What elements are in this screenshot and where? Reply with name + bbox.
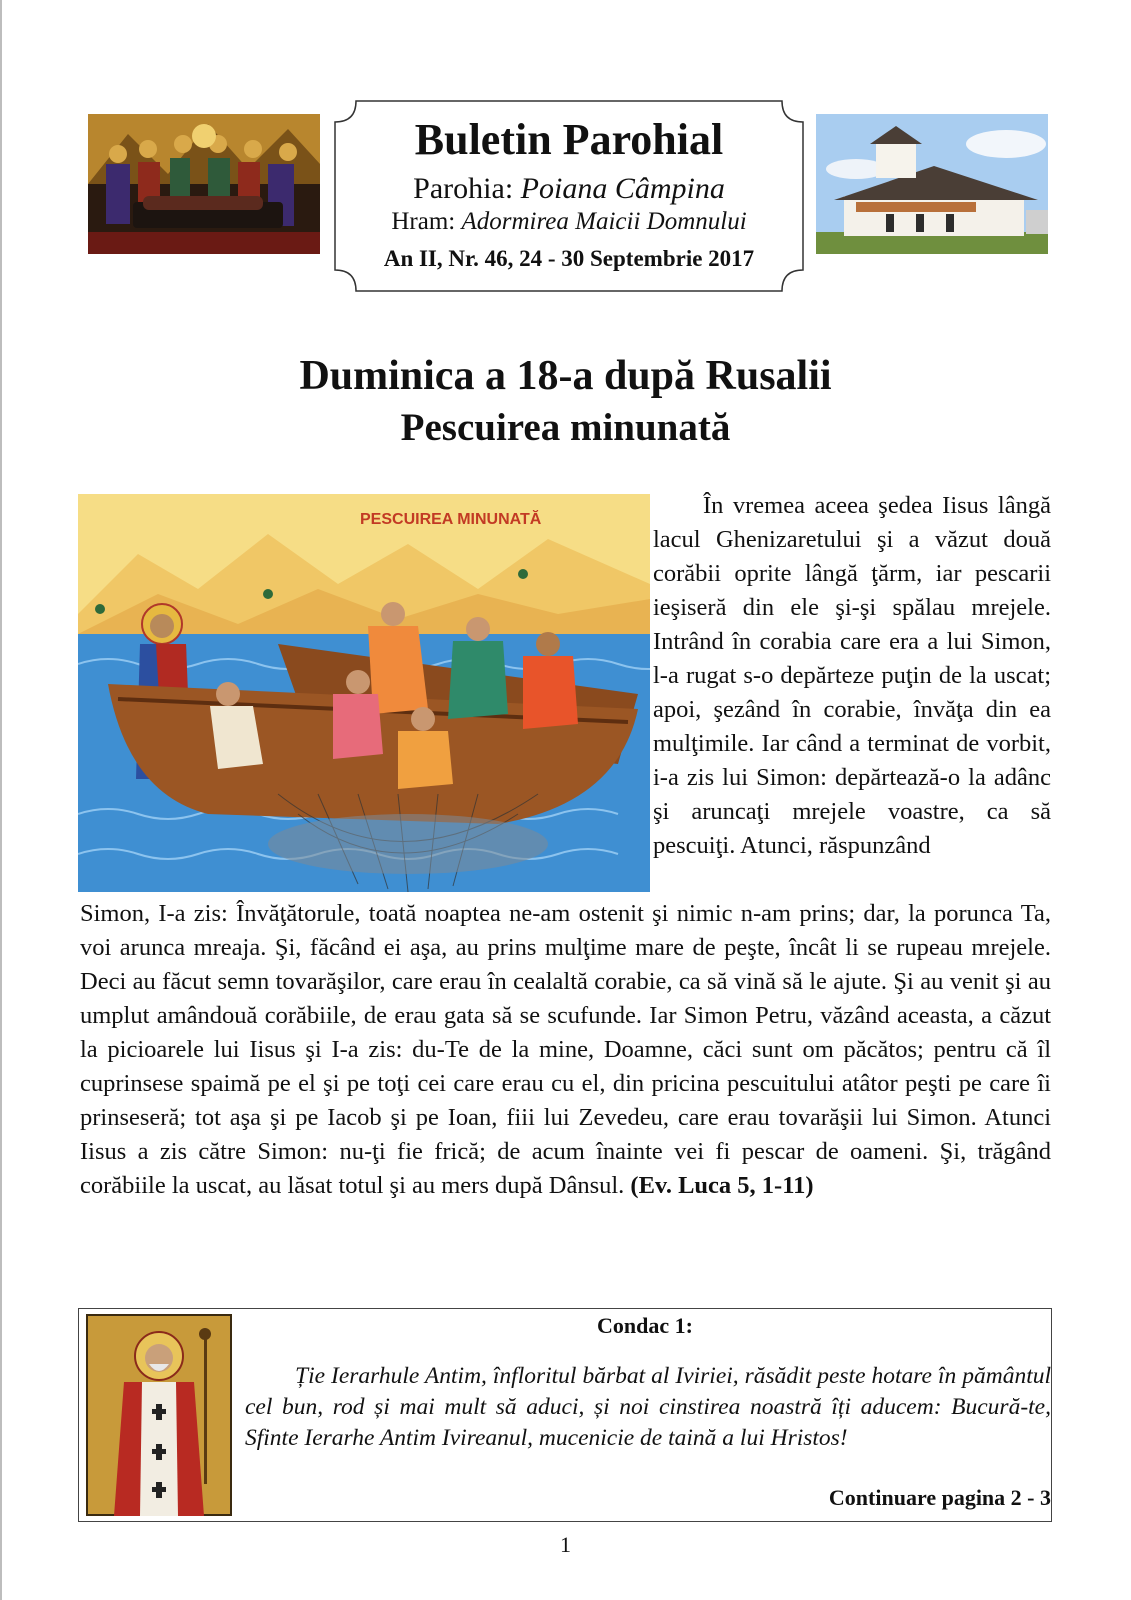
hram-name: Adormirea Maicii Domnului [461, 208, 747, 235]
parish-label: Parohia: [413, 172, 521, 205]
parish-line [334, 172, 804, 206]
dormition-icon-image [88, 114, 320, 254]
gospel-reference: (Ev. Luca 5, 1-11) [630, 1172, 814, 1199]
miraculous-catch-icon [78, 494, 650, 892]
page-edge-rule [0, 0, 2, 1600]
saint-antim-icon-image [86, 1314, 232, 1516]
gospel-text-full-width [80, 897, 1051, 1203]
continuation-note: Continuare pagina 2 - 3 [828, 1485, 1051, 1510]
gospel-full-text: Simon, I-a zis: Învăţătorule, toată noaptea ne-am ostenit şi nimic n-am prins; dar, la porunca Ta, voi arunca mreaja. Şi, făcând ei aşa, au prins mulţime mare de peşte, încât li se rupeau mrejele. Deci au făcut semn tovarăşilor, care erau în cealaltă corabie, ca să vină să le ajute. Şi au venit şi au umplut amândouă corăbiile, de erau gata să se scufunde. Iar Simon Petru, văzând aceasta, a căzut la picioarele lui Iisus şi I-a zis: du-Te de la mine, Doamne, căci sunt om păcătos; pentru că îl cuprinsese spaimă pe el şi pe toţi cei care erau cu el, din pricina pescuitului atâtor peşti pe care îi prinseseră; tot aşa şi pe Iacob şi pe Ioan, fiii lui Zevedeu, care erau tovarăşii lui Simon. Atunci Iisus a zis către Simon: nu-ţi fie frică; de acum înainte vei fi pescar de oameni. Şi, trăgând corăbiile la uscat, au lăsat totul şi au mers după Dânsul. [80, 900, 1051, 1199]
bulletin-title: Buletin Parohial [414, 115, 724, 164]
subject-heading: Pescuirea minunată [400, 406, 731, 449]
hram-line [334, 208, 804, 236]
gospel-text-beside-image [653, 489, 1051, 863]
condac-text: Ție Ierarhule Antim, înfloritul bărbat al Iviriei, răsădit peste hotare în pământul cel bun, rod și mai mult să aduci, și noi cinstirea noastră îți aducem: Bucură-te, Sfinte Ierarhe Antim Ivireanul, mucenicie de taină a lui Hristos! [245, 1363, 1051, 1451]
page-number: 1 [560, 1532, 571, 1557]
hram-label: Hram: [391, 208, 462, 235]
masthead-box [334, 100, 804, 292]
issue-line: An II, Nr. 46, 24 - 30 Septembrie 2017 [383, 246, 755, 271]
parish-name: Poiana Câmpina [520, 172, 725, 205]
gospel-full-paragraph [80, 897, 1051, 1203]
icon-caption: PESCUIREA MINUNATĂ [360, 511, 542, 528]
church-photo [816, 114, 1048, 254]
condac-title: Condac 1: [597, 1313, 693, 1338]
sunday-heading: Duminica a 18-a după Rusalii [299, 353, 832, 399]
gospel-side-paragraph: În vremea aceea şedea Iisus lângă lacul Ghenizaretului şi a văzut două corăbii oprite lângă ţărm, iar pescarii ieşiseră din ele şi-şi spălau mrejele. Intrând în corabia care era a lui Simon, l-a rugat s-o depărteze puţin de la uscat; apoi, şezând în corabie, învăţa din ea mulţimile. Iar când a terminat de vorbit, i-a zis lui Simon: depărtează-o la adânc şi aruncaţi mrejele voastre, ca să pescuiţi. Atunci, răspunzând [653, 492, 1051, 859]
